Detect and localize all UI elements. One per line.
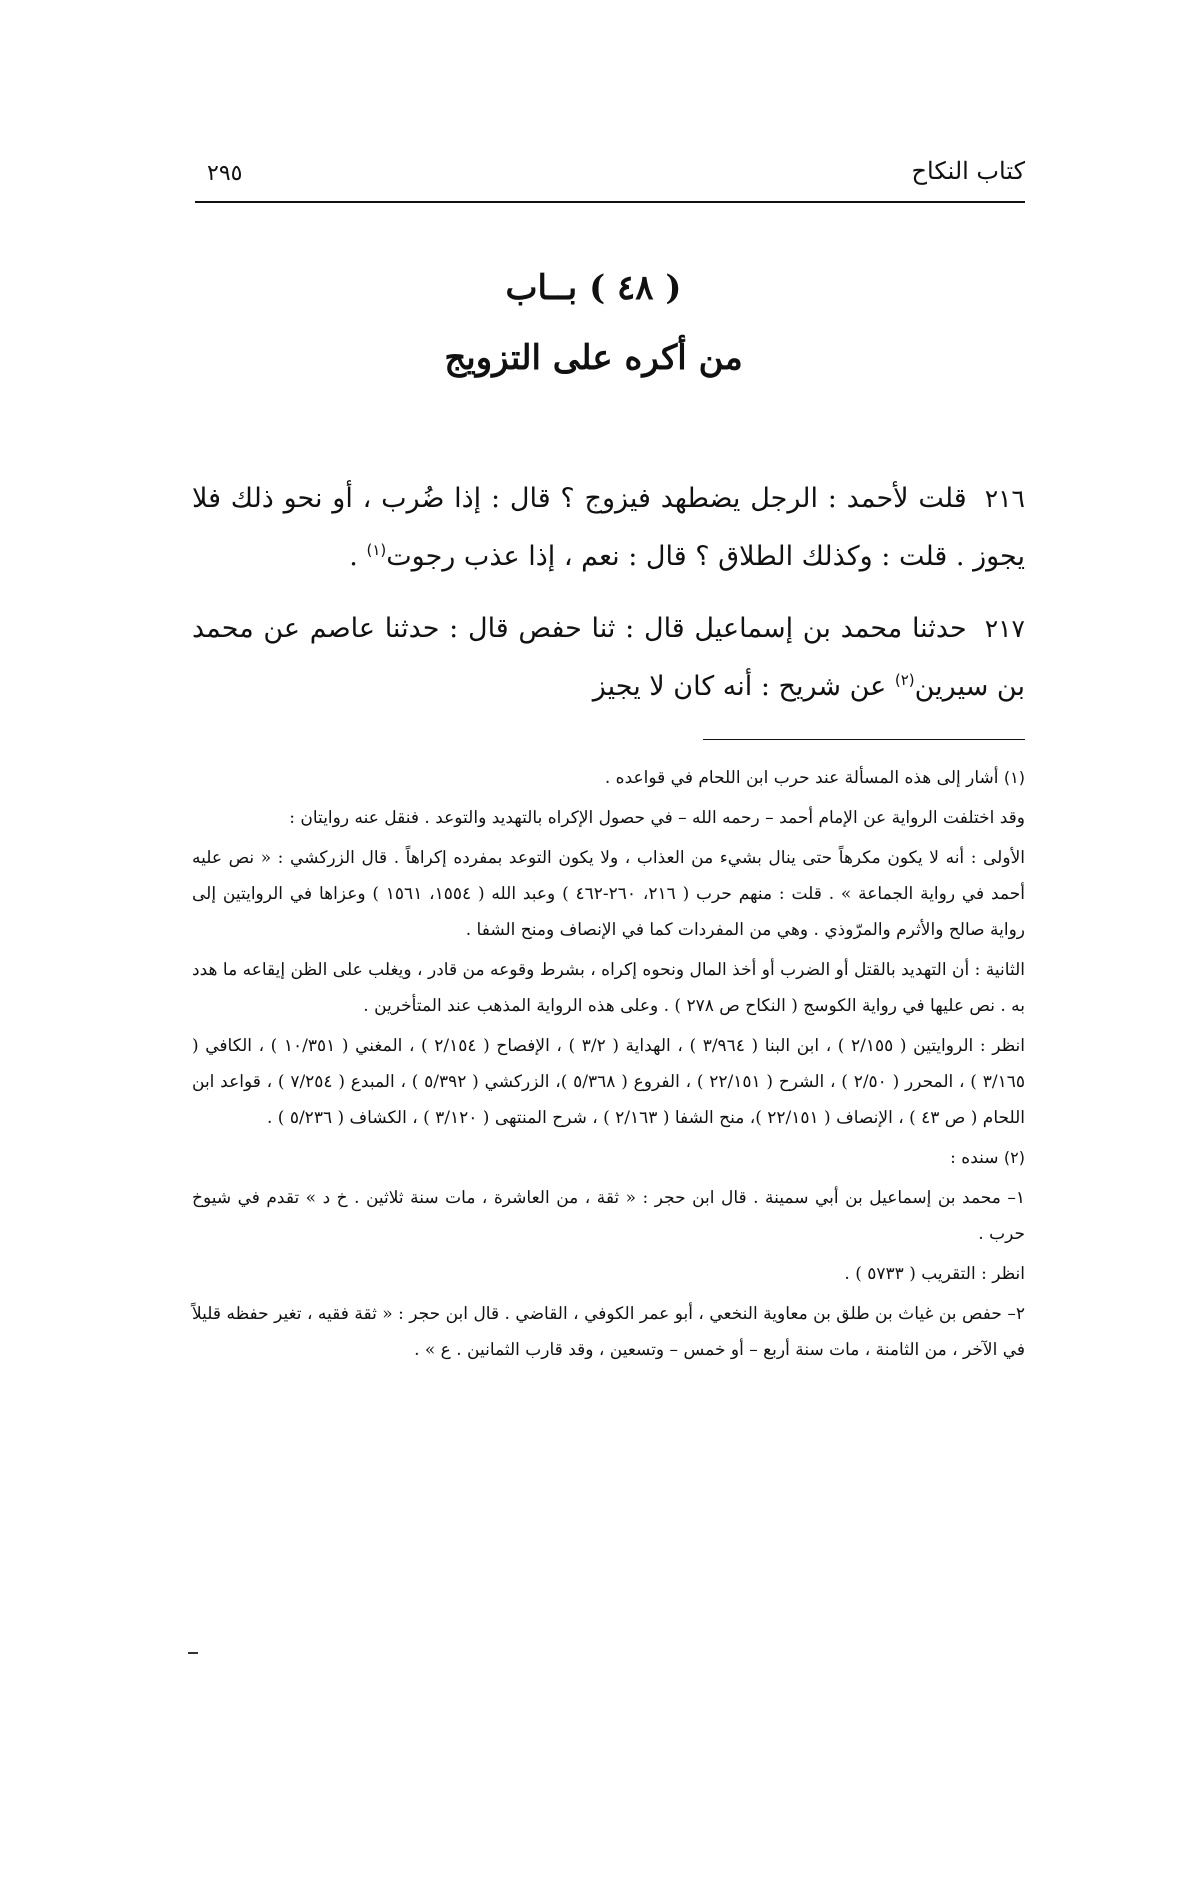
running-title: كتاب النكاح [911, 157, 1025, 185]
footnote-separator [703, 739, 1025, 740]
footnote-text: الثانية : أن التهديد بالقتل أو الضرب أو أخذ المال ونحوه إكراه ، بشرط وقوعه من قادر ، ويغلب على الظن إيقاعه ما هدد به . نص عليها في رواية الكوسج ( النكاح ص ٢٧٨ ) . وعلى هذه الرواية المذهب عند المتأخرين . [192, 960, 1026, 1016]
footnote-line [192, 1296, 1025, 1368]
paragraph-number: ٢١٦ [984, 484, 1025, 513]
paragraph-number: ٢١٧ [984, 614, 1025, 643]
footnote-mark: (١) [1003, 768, 1025, 787]
footnote-line [192, 952, 1025, 1024]
footnote-text: وقد اختلفت الرواية عن الإمام أحمد – رحمه الله – في حصول الإكراه بالتهديد والتوعد . فنقل عنه روايتان : [289, 808, 1025, 828]
footnote-mark: (٢) [1003, 1148, 1025, 1167]
printer-mark [188, 1652, 198, 1654]
footnote-text: ١– محمد بن إسماعيل بن أبي سمينة . قال ابن حجر : « ثقة ، من العاشرة ، مات سنة ثلاثين . خ د » تقدم في شيوخ حرب . [192, 1188, 1025, 1244]
footnote-text: أشار إلى هذه المسألة عند حرب ابن اللحام في قواعده . [604, 768, 999, 788]
footnote-line [192, 1256, 1025, 1292]
paragraph-text-end: . [349, 541, 367, 572]
footnote-text: انظر : الروايتين ( ٢/١٥٥ ) ، ابن البنا ( ٣/٩٦٤ ) ، الهداية ( ٣/٢ ) ، الإفصاح ( ٢/١٥٤ ) ، المغني ( ١٠/٣٥١ ) ، الكافي ( ٣/١٦٥ ) ، المحرر ( ٢/٥٠ ) ، الشرح ( ٢٢/١٥١ ) ، الفروع ( ٥/٣٦٨ )، الزركشي ( ٥/٣٩٢ ) ، المبدع ( ٧/٢٥٤ ) ، قواعد ابن اللحام ( ص ٤٣ ) ، الإنصاف ( ٢٢/١٥١ )، منح الشفا ( ٢/١٦٣ ) ، شرح المنتهى ( ٣/١٢٠ ) ، الكشاف ( ٥/٢٣٦ ) . [192, 1036, 1025, 1128]
footnote-line [192, 1140, 1025, 1176]
footnote-text: انظر : التقريب ( ٥٧٣٣ ) . [844, 1264, 1025, 1284]
footnote-text: الأولى : أنه لا يكون مكرهاً حتى ينال بشيء من العذاب ، ولا يكون التوعد بمفرده إكراهاً . قال الزركشي : « نص عليه أحمد في رواية الجماعة » . قلت : منهم حرب ( ٢١٦، ٢٦٠-٤٦٢ ) وعبد الله ( ١٥٥٤، ١٥٦١ ) وعزاها في الروايتين إلى رواية صالح والأثرم والمرّوذي . وهي من المفردات كما في الإنصاف ومنح الشفا . [192, 848, 1025, 940]
paragraph-text: حدثنا محمد بن إسماعيل قال : ثنا حفص قال : حدثنا عاصم عن محمد بن سيرين [192, 613, 1025, 702]
footnote-line [192, 1180, 1025, 1252]
paragraph-text: قلت لأحمد : الرجل يضطهد فيزوج ؟ قال : إذا ضُرب ، أو نحو ذلك فلا يجوز . قلت : وكذلك الطلاق ؟ قال : نعم ، إذا عذب رجوت [192, 483, 1025, 572]
page-number: ٢٩٥ [207, 161, 243, 186]
paragraph-217 [192, 600, 1025, 716]
paragraph-text-end: عن شريح : أنه كان لا يجيز [592, 671, 895, 702]
footnote-reference[interactable]: (١) [366, 541, 387, 559]
footnote-line [192, 840, 1025, 948]
paragraph-216 [192, 470, 1025, 586]
chapter-title: من أكره على التزويج [444, 338, 743, 378]
footnote-reference[interactable]: (٢) [894, 671, 915, 689]
footnote-text: سنده : [950, 1148, 999, 1168]
chapter-heading: ( ٤٨ ) بــاب [505, 268, 682, 308]
footnote-text: ٢– حفص بن غياث بن طلق بن معاوية النخعي ، أبو عمر الكوفي ، القاضي . قال ابن حجر : « ثقة فقيه ، تغير حفظه قليلاً في الآخر ، من الثامنة ، مات سنة أربع – أو خمس – وتسعين ، وقد قارب الثمانين . ع » . [192, 1304, 1025, 1360]
footnotes [192, 760, 1025, 1372]
footnote-line [192, 760, 1025, 796]
page-header [195, 155, 1025, 203]
footnote-line [192, 800, 1025, 836]
footnote-line [192, 1028, 1025, 1136]
